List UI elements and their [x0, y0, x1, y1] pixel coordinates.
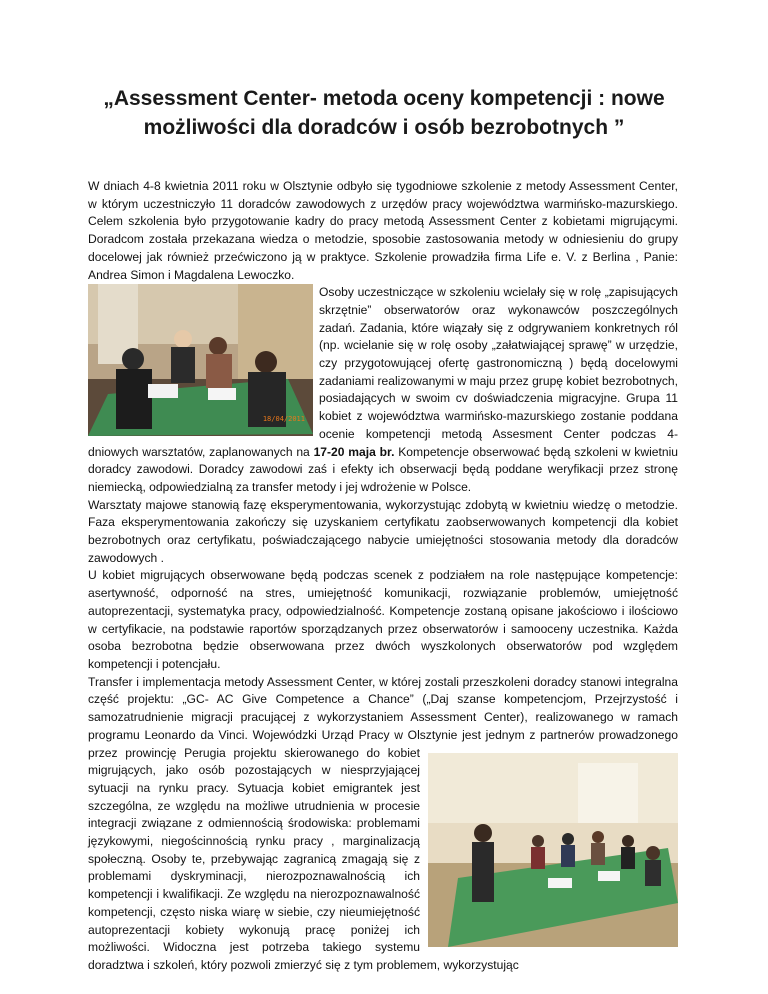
- paragraph-3: Warsztaty majowe stanowią fazę eksperymentowania, wykorzystując zdobytą w kwietniu wiedzę o metodzie. Faza eksperymentowania zakończy się uzyskaniem certyfikatu zaobserwowanych kompetencji dla kobiet bezrobotnych oraz certyfikatu, poświadczającego nabycie umiejętności stosowania metody dla doradców zawodowych .: [88, 497, 678, 565]
- workshop-photo-image: [428, 753, 678, 947]
- paragraph-1: W dniach 4-8 kwietnia 2011 roku w Olsztynie odbyło się tygodniowe szkolenie z metody Assessment Center, w którym uczestniczyło 11 doradców zawodowych z urzędów pracy województwa warmińsko-mazurskiego. Celem szkolenia było przygotowanie kadry do pracy metodą Assessment Center z kobietami migrującymi. Doradcom została przekazana wiedza o metodzie, sposobie zastosowania metody w odniesieniu do grupy docelowej jak również przećwiczono ją w praktyce. Szkolenie prowadziła firma Life e. V. z Berlina , Panie: Andrea Simon i Magdalena Lewoczko.: [88, 179, 678, 282]
- title-line-1: „Assessment Center- metoda oceny kompetencji : nowe: [103, 87, 665, 110]
- title-line-2: możliwości dla doradców i osób bezrobotnych ”: [143, 116, 625, 139]
- training-photo: [88, 284, 313, 436]
- document-body: [88, 178, 678, 975]
- photo-date-stamp: 18/04/2011: [262, 414, 305, 423]
- paragraph-2-text-a: Osoby uczestniczące w szkoleniu wcielały się w rolę „zapisujących skrzętnie” obserwatorów oraz wykonawców poszczególnych zadań. Zadania, które wiązały się z odgrywaniem konkretnych ról (np. wcielanie się w rolę osoby „załatwiającej sprawę” w urzędzie, czy przygotowującej ofertę gastronomiczną ) będą docelowymi zadaniami realizowanymi w maju przez grupę kobiet bezrobotnych, posiadających w swoim cv doświadczenia migracyjne. Grupa 11 kobiet z województwa warmińsko-mazurskiego zostanie poddana ocenie kompetencji metodą Assesment Center podczas 4-dniowych warsztatów, zaplanowanych na: [88, 285, 678, 459]
- paragraph-2-text-b: Kompetencje obserwować będą szkoleni w kwietniu doradcy zawodowi. Doradcy zawodowi zaś i efekty ich obserwacji będą poddane weryfikacji przez stronę niemiecką, odpowiedzialną za transfer metody i jej wdrożenie w Polsce.: [88, 444, 678, 494]
- paragraph-5-text-a: Transfer i implementacja metody Assessment Center, w której zostali przeszkoleni doradcy stanowi integralna część projektu: „GC- AC Give Competence a Chance” („Daj szanse kompetencjom, Przejrzystość i samozatrudnienie migracji pracującej z wykorzystaniem Assessment Center), realizowanego w ramach programu Leonardo da Vinci. Wojewódzki Urząd Pracy w Olsztynie jest jednym z partnerów prowadzonego przez prowincję Perugia: [88, 674, 678, 760]
- paragraph-4: U kobiet migrujących obserwowane będą podczas scenek z podziałem na role następujące kompetencje: asertywność, odporność na stres, umiejętność komunikacji, rozwiązanie problemów, umiejętność autoprezentacji, systematyka pracy, odpowiedzialność. Kompetencje zostaną opisane jakościowo i ilościowo w certyfikacie, na podstawie raportów sporządzanych przez obserwatorów i samooceny uczestnika. Każda osoba bezrobotna będzie obserwowana przez dwóch wyszkolonych obserwatorów pod względem kompetencji i potencjału.: [88, 568, 678, 671]
- paragraph-5: [88, 674, 678, 975]
- workshop-photo: [428, 753, 678, 947]
- workshop-dates: 17-20 maja br.: [313, 444, 395, 459]
- paragraph-5-text-b: projektu skierowanego do kobiet migrujących, jako osób pozostających w niesprzyjającej sytuacji na rynku pracy. Sytuacja kobiet emigrantek jest szczególna, ze względu na możliwe utrudnienia w procesie integracji związane z odmiennością środowiska: problemami językowymi, niegościnnością rynku pracy , marginalizacją społeczną. Osoby te, przebywając zagranicą zmagają się z problemami dyskryminacji, nierozpoznawalnością ich kompetencji i kwalifikacji. Ze względu na nierozpoznawalność kompetencji, często niska wiarę w siebie, czy nieumiejętność autoprezentacji kobiety wykonują pracę poniżej ich możliwości. Widoczna jest potrzeba takiego systemu doradztwa i szkoleń, który pozwoli zmierzyć się z tym problemem, wykorzystując: [88, 745, 519, 972]
- document-title: [60, 84, 708, 142]
